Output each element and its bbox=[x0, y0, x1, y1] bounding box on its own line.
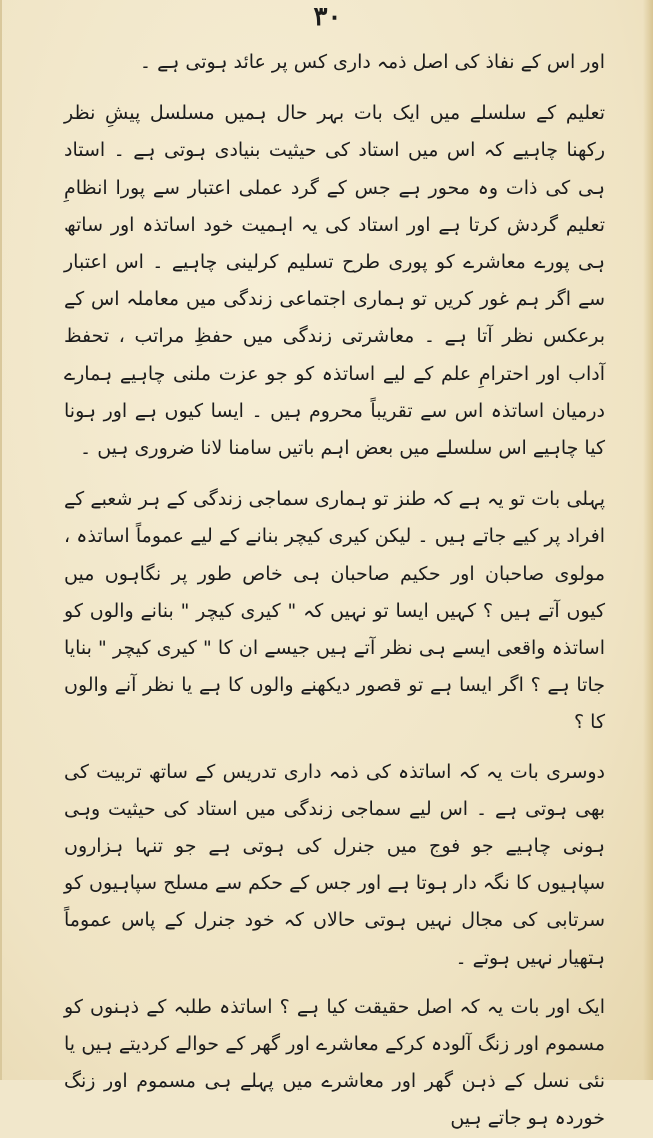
paragraph-1: اور اس کے نفاذ کی اصل ذمہ داری کس پر عائد ہوتی ہے ۔ bbox=[139, 51, 605, 73]
paragraph-5: ایک اور بات یہ کہ اصل حقیقت کیا ہے ؟ اساتذہ طلبہ کے ذہنوں کو مسموم اور زنگ آلودہ کرکے معاشرے اور گھر کے حوالے کردیتے ہیں یا نئی نسل کے ذہن گھر اور معاشرے میں پہلے ہی مسموم اور زنگ خوردہ ہو جاتے ہیں bbox=[64, 995, 605, 1130]
page-body bbox=[64, 42, 605, 1138]
page-spine-shadow bbox=[643, 0, 653, 1080]
page-number: ۳۰ bbox=[313, 2, 342, 32]
paragraph-3: پہلی بات تو یہ ہے کہ طنز تو ہماری سماجی زندگی کے ہر شعبے کے افراد پر کیے جاتے ہیں ۔ لیکن کیری کیچر بنانے کے لیے عموماً اساتذہ ، مولوی صاحبان اور حکیم صاحبان ہی خاص طور پر نگاہوں میں کیوں آتے ہیں ؟ کہیں ایسا تو نہیں کہ " کیری کیچر " بنانے والوں کو اساتذہ واقعی ایسے ہی نظر آتے ہیں جیسے ان کا " کیری کیچر " بنایا جاتا ہے ؟ اگر ایسا ہے تو قصور دیکھنے والوں کا ہے یا نظر آنے والوں کا ؟ bbox=[64, 488, 605, 734]
paragraph-4: دوسری بات یہ کہ اساتذہ کی ذمہ داری تدریس کے ساتھ تربیت کی بھی ہوتی ہے ۔ اس لیے سماجی زندگی میں استاد کی حیثیت وہی ہونی چاہیے جو فوج میں جنرل کی ہوتی ہے جو تنہا ہزاروں سپاہیوں کا نگہ دار ہوتا ہے اور جس کے حکم سے مسلح سپاہیوں کو سرتابی کی مجال نہیں ہوتی حالاں کہ خود جنرل کے پاس عموماً ہتھیار نہیں ہوتے ۔ bbox=[64, 760, 605, 969]
paragraph-2: تعلیم کے سلسلے میں ایک بات بہر حال ہمیں مسلسل پیشِ نظر رکھنا چاہیے کہ اس میں استاد کی حیثیت بنیادی ہوتی ہے ۔ استاد ہی کی ذات وہ محور ہے جس کے گرد عملی اعتبار سے پورا انظامِ تعلیم گردش کرتا ہے اور استاد کی یہ اہمیت خود اساتذہ اور ساتھ ہی پورے معاشرے کو پوری طرح تسلیم کرلینی چاہیے ۔ اس اعتبار سے اگر ہم غور کریں تو ہماری اجتماعی زندگی میں معاملہ اس کے برعکس نظر آتا ہے ۔ معاشرتی زندگی میں حفظِ مراتب ، تحفظ آداب اور احترامِ علم کے لیے اساتذہ کو جو عزت ملنی چاہیے ہمارے درمیان اساتذہ اس سے تقریباً محروم ہیں ۔ ایسا کیوں ہے اور ہونا کیا چاہیے اس سلسلے میں بعض اہم باتیں سامنا لانا ضروری ہیں ۔ bbox=[64, 102, 605, 460]
